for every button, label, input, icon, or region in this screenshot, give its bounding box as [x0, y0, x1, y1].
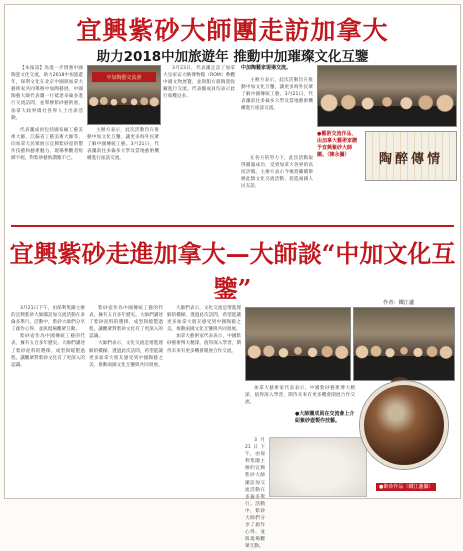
article-divider [11, 225, 454, 227]
article1-column-4 [163, 65, 235, 225]
article1-paragraph: 代表團成員包括國家級工藝美術大師、江蘇省工藝美術大師等，向加拿大民眾展示宜興紫砂壺的製作技藝和藝術魅力。現場參觀者絡繹不絕，對紫砂藝術讚歎不已。 [11, 128, 83, 162]
article1-column-5 [241, 155, 313, 225]
teapot-image [360, 381, 448, 469]
article2-paragraph: 紫砂壺作為中國傳統工藝的代表，擁有五百多年歷史。大師們講述了紫砂泥料的選擇、成型與燒製過程，讓觀眾對紫砂文化有了更深入的認識。 [11, 334, 85, 368]
teapot-photo-area [269, 437, 367, 497]
article1-art-caption [317, 131, 361, 159]
caption-text: ●大師團成員在交流會上介紹紫砂壺製作技藝。 [295, 411, 355, 424]
article2-column-1 [11, 305, 85, 491]
article1-photo-exhibition [317, 65, 457, 127]
photo-people [246, 340, 350, 380]
photo-people [88, 92, 160, 124]
article2-headline: 宜興紫砂走進加拿大—大師談“中加文化互鑒” [9, 239, 456, 303]
article1-paragraph: 在各方的努力下，此次活動取得圓滿成功，受到加拿大各界的高度評價。主辦方表示今後將繼續舉辦此類文化交流活動，促進兩國人民友誼。 [241, 156, 313, 190]
article1-column-2 [11, 127, 83, 225]
article1-paragraph: 主辦方表示，此次活動旨在推動中加文化互鑒，讓更多海外民眾了解中國傳統工藝。3月21日，代表團前往多倫多大學及當地藝術機構進行座談交流。 [87, 128, 159, 162]
article1-photo-group [87, 65, 161, 125]
photo-people [318, 93, 456, 126]
article1-paragraph: 3月23日，代表團走訪了加拿大皇家安大略博物館（ROM）參觀中國文物展覽，並與館方就陶瓷收藏進行交流。代表團成員均表示此行收穫良多。 [163, 66, 235, 100]
article2-column-3 [167, 305, 241, 491]
article1-paragraph: 【本報訊】為進一步增強中國陶瓷文化交流，助力2018中加旅遊年，保利文化在北京中國與加拿大藝術家共同舉辦中加陶藝展，中國陶藝大師代表團一行抵達多倫多進行交流訪問，並舉辦紫砂藝術展。加拿大政界僑社各界人士出席活動。 [11, 66, 83, 121]
article2-photo-caption [295, 411, 355, 425]
article2-paragraph: 大師們表示，文化交流是增進理解的橋樑。透過此次訪問，希望能讓更多加拿大朋友感受到中國陶藝之美，推動兩國文化互鑒與共同發展。 [167, 306, 241, 333]
article2-column-4 [245, 385, 355, 433]
photo-banner-text: 中加陶藝交流會 [106, 74, 142, 81]
article2-paragraph: 紫砂壺作為中國傳統工藝的代表，擁有五百多年歷史。大師們講述了紫砂泥料的選擇、成型與燒製過程，讓觀眾對紫砂文化有了更深入的認識。 [89, 306, 163, 340]
calligraphy-artwork [365, 131, 457, 181]
article2-event-photo [353, 307, 455, 381]
photo-banner [92, 72, 155, 82]
newspaper-page [4, 4, 461, 550]
article2-paragraph: 加拿大藝術家代表表示，中國紫砂藝術博大精深，值得深入學習，期待未來有更多機會開展合作交流。 [167, 334, 241, 354]
article2-paragraph: 3月21日下午，由保利集團主辦的宜興紫砂大師團訪加交流活動在多倫多舉行。活動中，紫砂大師們分享了創作心得，並與現場觀眾互動。 [245, 438, 265, 550]
article1-column-3 [87, 127, 159, 225]
article2-group-photo [245, 307, 351, 381]
article1-column-6 [241, 77, 313, 151]
caption-text: ●藝術交流作品，由加拿大藝術家贈予宜興紫砂大師團。（陳永攝） [317, 131, 358, 158]
article2-column-5 [245, 437, 265, 550]
photo-people [354, 340, 454, 380]
article1-headline: 宜興紫砂大師團走訪加拿大 [76, 16, 389, 45]
article2-column-2 [89, 305, 163, 491]
artwork-text: 陶醉傳情 [378, 152, 443, 168]
caption-text: 中加陶藝家現場交流。 [241, 65, 292, 71]
article2-paragraph: 大師們表示，文化交流是增進理解的橋樑。透過此次訪問，希望能讓更多加拿大朋友感受到中國陶藝之美，推動兩國文化互鑒與共同發展。 [89, 341, 163, 368]
article2-paragraph: 3月21日下午，由保利集團主辦的宜興紫砂大師團訪加交流活動在多倫多舉行。活動中，紫砂大師們分享了創作心得，並與現場觀眾互動。 [11, 306, 85, 333]
article1-paragraph: 主辦方表示，此次活動旨在推動中加文化互鑒，讓更多海外民眾了解中國傳統工藝。3月21日，代表團前往多倫多大學及當地藝術機構進行座談交流。 [241, 78, 313, 112]
article1-subheadline: 助力2018中加旅遊年 推動中加璀璨文化互鑒 [96, 49, 369, 65]
teapot-caption: ●紫砂作品（鐵江蘆攝） [376, 483, 436, 491]
article1-photo2-caption [241, 65, 313, 72]
article2-byline: 作者：鐵江蘆 [383, 300, 415, 306]
article2-paragraph: 加拿大藝術家代表表示，中國紫砂藝術博大精深，值得深入學習，期待未來有更多機會開展合作交流。 [245, 386, 355, 406]
